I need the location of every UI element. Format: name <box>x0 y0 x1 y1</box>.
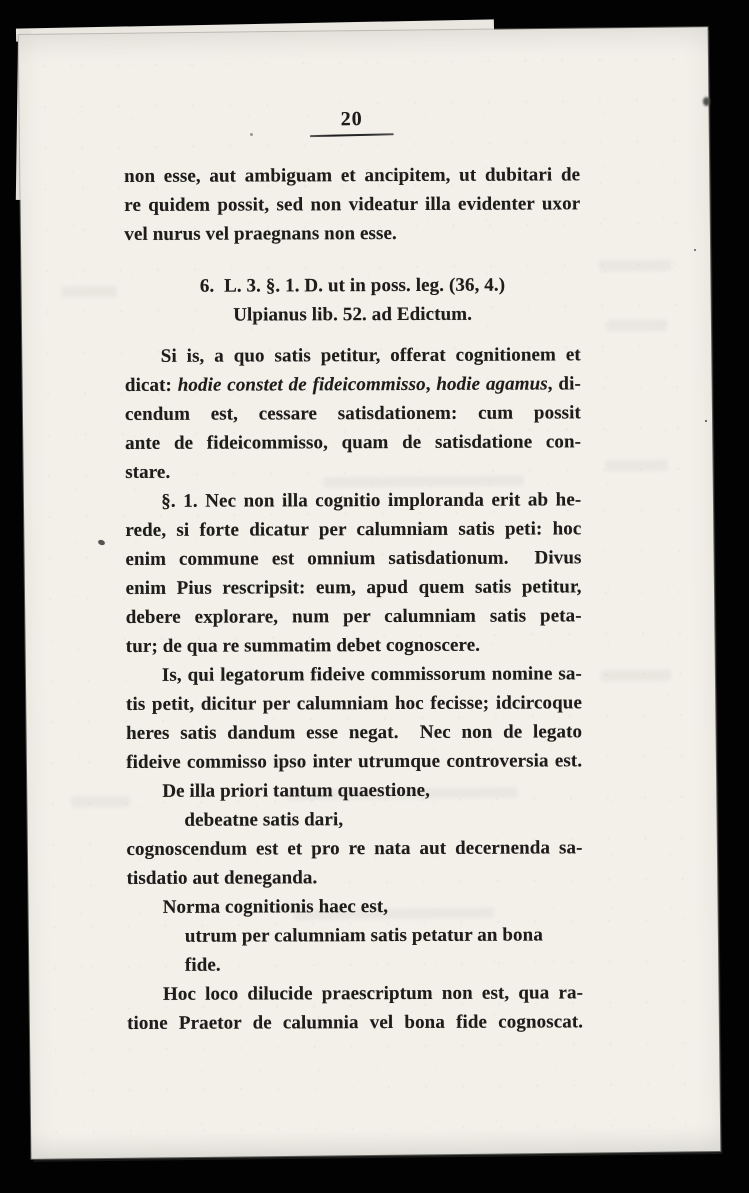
text-line <box>125 543 581 574</box>
text-line <box>127 1007 583 1038</box>
text-segment: debeatne satis dari, <box>184 809 344 831</box>
text-line <box>126 630 582 661</box>
text-segment: enim Pius rescripsit: eum, apud quem satis petitur, <box>125 576 582 599</box>
scan-dot <box>694 249 696 251</box>
text-line <box>126 572 582 603</box>
text-segment: re quidem possit, sed non videatur illa evidenter uxor <box>124 193 581 216</box>
text-segment: Ulpianus lib. 52. ad Edictum. <box>233 303 473 326</box>
section-heading-citation <box>124 270 580 301</box>
text-column <box>124 160 583 1038</box>
text-segment: , di- <box>547 373 581 395</box>
scan-dot <box>250 133 253 136</box>
text-line <box>124 189 580 220</box>
text-segment: §. 1. Nec non illa cognitio imploranda erit ab he- <box>161 489 582 512</box>
text-line <box>127 978 583 1009</box>
text-segment: vel nurus vel praegnans non esse. <box>124 223 397 245</box>
text-line <box>125 427 581 458</box>
show-through-artifact <box>71 796 129 808</box>
show-through-artifact <box>606 460 668 472</box>
text-segment: Norma cognitionis haec est, <box>162 896 389 918</box>
text-line <box>125 369 581 400</box>
text-segment: 6. L. 3. §. 1. D. ut in poss. leg. (36, 4.) <box>199 274 506 297</box>
scan-smudge <box>703 97 710 106</box>
text-segment: ante de fideicommisso, quam de satisdatione con- <box>125 431 582 454</box>
scan-dot <box>705 420 707 422</box>
text-line <box>126 659 582 690</box>
text-segment: rede, si forte dicatur per calumniam satis peti: hoc <box>125 518 582 541</box>
text-line <box>124 160 580 191</box>
text-line <box>126 717 582 748</box>
text-line <box>127 891 583 922</box>
text-segment: De illa priori tantum quaestione, <box>162 779 431 802</box>
show-through-artifact <box>601 670 671 682</box>
italic-phrase: hodie constet de fideicommisso <box>177 373 426 396</box>
text-segment: enim commune est omnium satisdationum. Divus <box>125 547 582 570</box>
text-line <box>125 398 581 429</box>
text-segment: non esse, aut ambiguam et ancipitem, ut dubitari de <box>124 164 581 187</box>
text-segment: Is, qui legatorum fideive commissorum nomine sa- <box>161 663 582 686</box>
show-through-artifact <box>607 320 667 332</box>
text-line <box>126 775 582 806</box>
text-line <box>126 688 582 719</box>
text-line <box>125 514 581 545</box>
text-segment: , <box>425 373 437 395</box>
text-segment: cendum est, cessare satisdationem: cum possit <box>124 402 582 425</box>
italic-phrase: hodie agamus <box>436 373 548 395</box>
text-segment: tisdatio aut deneganda. <box>126 867 318 889</box>
page-header <box>124 105 580 139</box>
book-page <box>19 27 721 1159</box>
text-segment: tis petit, dicitur per calumniam hoc fecisse; idcircoque <box>125 692 583 715</box>
text-segment: heres satis dandum esse negat. Nec non de legato <box>126 721 583 744</box>
page-number: 20 <box>340 108 363 131</box>
text-line <box>127 862 583 893</box>
text-segment: debere explorare, num per calumniam satis peta- <box>125 605 582 628</box>
text-segment: stare. <box>125 461 171 483</box>
text-segment: utrum per calumniam satis petatur an bona fide. <box>184 924 543 976</box>
text-line <box>127 920 583 980</box>
text-segment: Hoc loco dilucide praescriptum non est, qua ra- <box>162 982 584 1005</box>
show-through-artifact <box>62 286 117 298</box>
text-line <box>126 833 582 864</box>
text-line <box>125 485 581 516</box>
text-segment: cognoscendum est et pro re nata aut decernenda sa- <box>126 837 583 860</box>
page-number-rule <box>310 133 394 137</box>
text-line <box>126 601 582 632</box>
text-segment: Si is, a quo satis petitur, offerat cognitionem et <box>160 344 581 367</box>
text-line <box>126 804 582 835</box>
show-through-artifact <box>599 260 671 272</box>
text-segment: fideive commisso ipso inter utrumque controversia est. <box>126 750 583 773</box>
text-line <box>125 340 581 371</box>
text-line <box>126 746 582 777</box>
text-segment: tione Praetor de calumnia vel bona fide cognoscat. <box>127 1011 584 1034</box>
text-line <box>124 218 580 249</box>
section-heading-author <box>125 299 581 330</box>
text-segment: dicat: <box>124 374 178 396</box>
text-segment: tur; de qua re summatim debet cognoscere. <box>125 634 481 657</box>
text-line <box>125 456 581 487</box>
